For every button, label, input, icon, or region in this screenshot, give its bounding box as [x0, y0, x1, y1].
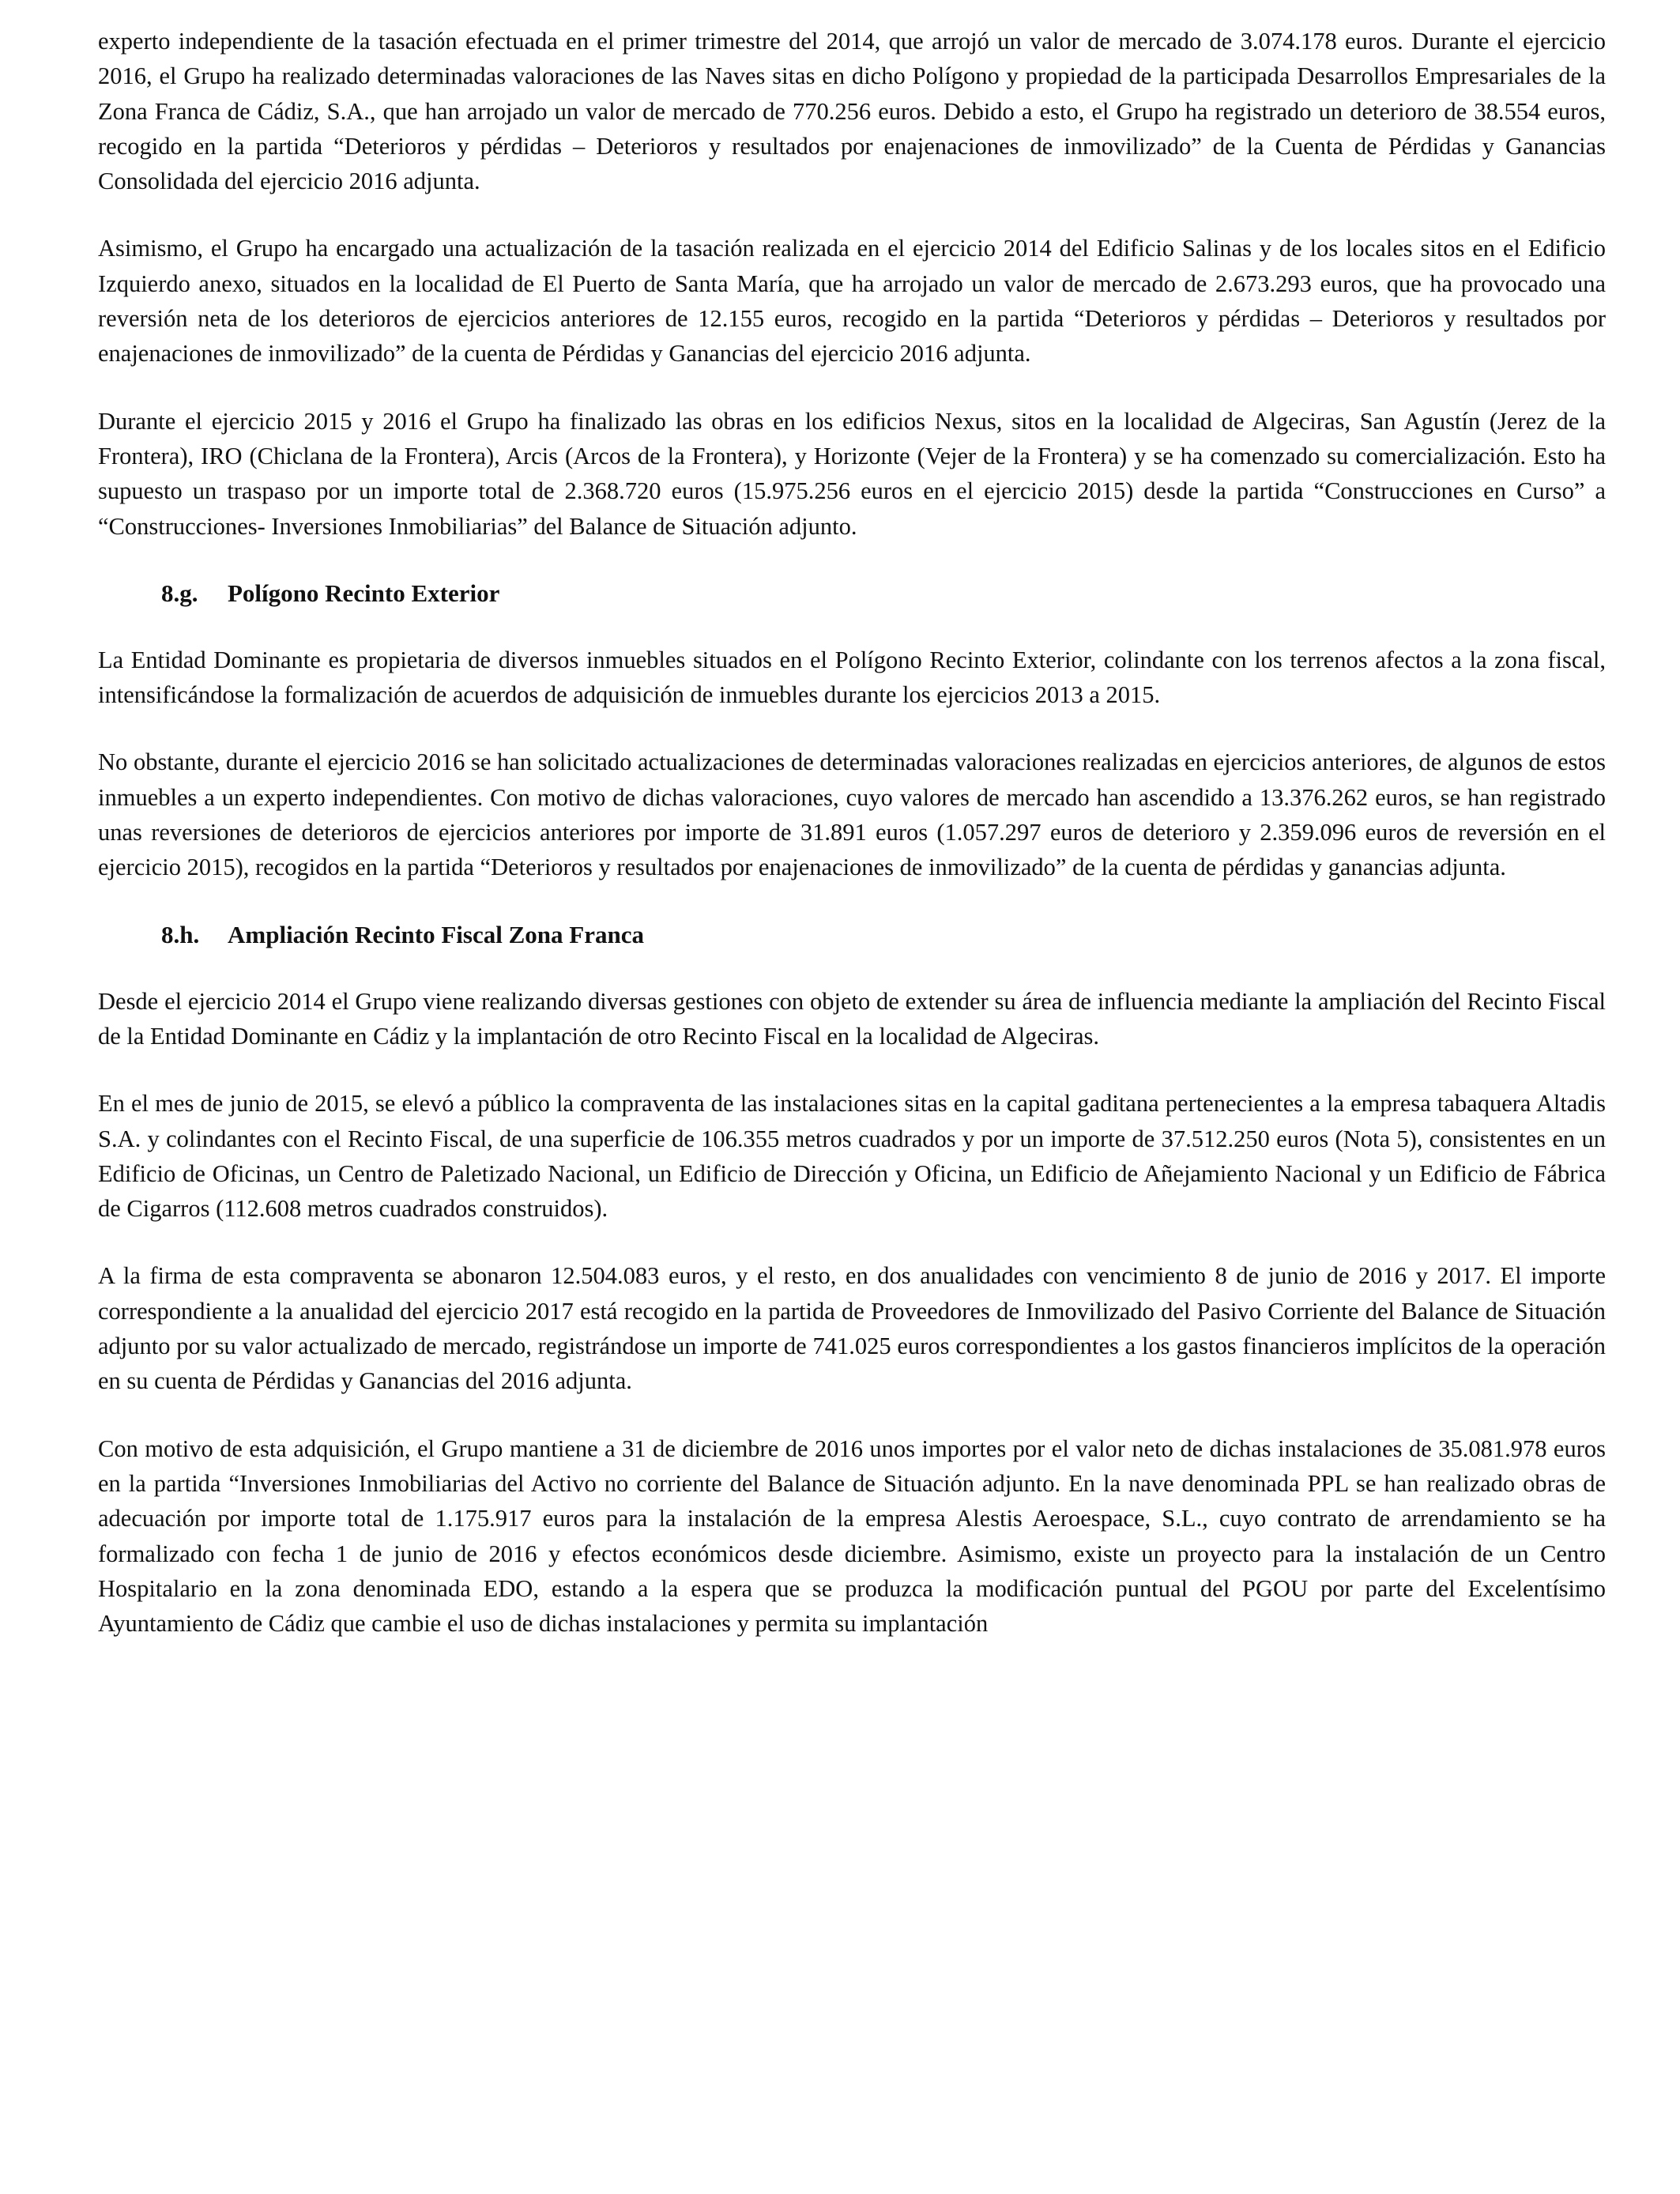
section-title: Ampliación Recinto Fiscal Zona Franca: [228, 920, 644, 948]
section-heading-8g: [161, 576, 1606, 611]
paragraph-valor-neto-instalaciones: Con motivo de esta adquisición, el Grupo mantiene a 31 de diciembre de 2016 unos importes por el valor neto de dichas instalaciones de 35.081.978 euros en la partida “Inversiones Inmobiliarias del Activo no corriente del Balance de Situación adjunto. En la nave denominada PPL se han realizado obras de adecuación por importe total de 1.175.917 euros para la instalación de la empresa Alestis Aeroespace, S.L., cuyo contrato de arrendamiento se ha formalizado con fecha 1 de junio de 2016 y efectos económicos desde diciembre. Asimismo, existe un proyecto para la instalación de un Centro Hospitalario en la zona denominada EDO, estando a la espera que se produzca la modificación puntual del PGOU por parte del Excelentísimo Ayuntamiento de Cádiz que cambie el uso de dichas instalaciones y permita su implantación: [98, 1434, 1606, 1638]
paragraph-ampliacion-gestiones: Desde el ejercicio 2014 el Grupo viene realizando diversas gestiones con objeto de extender su área de influencia mediante la ampliación del Recinto Fiscal de la Entidad Dominante en Cádiz y la implantación de otro Recinto Fiscal en la localidad de Algeciras.: [98, 987, 1606, 1050]
section-title: Polígono Recinto Exterior: [228, 579, 500, 607]
paragraph-valoracion-naves: experto independiente de la tasación efectuada en el primer trimestre del 2014, que arrojó un valor de mercado de 3.074.178 euros. Durante el ejercicio 2016, el Grupo ha realizado determinadas valoraciones de las Naves sitas en dicho Polígono y propiedad de la participada Desarrollos Empresariales de la Zona Franca de Cádiz, S.A., que han arrojado un valor de mercado de 770.256 euros. Debido a esto, el Grupo ha registrado un deterioro de 38.554 euros, recogido en la partida “Deterioros y pérdidas – Deterioros y resultados por enajenaciones de inmovilizado” de la Cuenta de Pérdidas y Ganancias Consolidada del ejercicio 2016 adjunta.: [98, 28, 1606, 195]
paragraph-edificio-salinas: Asimismo, el Grupo ha encargado una actualización de la tasación realizada en el ejercicio 2014 del Edificio Salinas y de los locales sitos en el Edificio Izquierdo anexo, situados en la localidad de El Puerto de Santa María, que ha arrojado un valor de mercado de 2.673.293 euros, que ha provocado una reversión neta de los deterioros de ejercicios anteriores de 12.155 euros, recogido en la partida “Deterioros y pérdidas – Deterioros y resultados por enajenaciones de inmovilizado” de la cuenta de Pérdidas y Ganancias del ejercicio 2016 adjunta.: [98, 235, 1606, 368]
document-page: [98, 24, 1606, 1673]
paragraph-poligono-inmuebles: La Entidad Dominante es propietaria de diversos inmuebles situados en el Polígono Recinto Exterior, colindante con los terrenos afectos a la zona fiscal, intensificándose la formalización de acuerdos de adquisición de inmuebles durante los ejercicios 2013 a 2015.: [98, 646, 1606, 709]
paragraph-pago-anualidades: A la firma de esta compraventa se abonaron 12.504.083 euros, y el resto, en dos anualidades con vencimiento 8 de junio de 2016 y 2017. El importe correspondiente a la anualidad del ejercicio 2017 está recogido en la partida de Proveedores de Inmovilizado del Pasivo Corriente del Balance de Situación adjunto por su valor actualizado de mercado, registrándose un importe de 741.025 euros correspondientes a los gastos financieros implícitos de la operación en su cuenta de Pérdidas y Ganancias del 2016 adjunta.: [98, 1262, 1606, 1395]
section-number: 8.g.: [161, 579, 198, 607]
section-heading-8h: [161, 918, 1606, 952]
paragraph-poligono-valoraciones: No obstante, durante el ejercicio 2016 se han solicitado actualizaciones de determinadas valoraciones realizadas en ejercicios anteriores, de algunos de estos inmuebles a un experto independientes. Con motivo de dichas valoraciones, cuyo valores de mercado han ascendido a 13.376.262 euros, se han registrado unas reversiones de deterioros de ejercicios anteriores por importe de 31.891 euros (1.057.297 euros de deterioro y 2.359.096 euros de reversión en el ejercicio 2015), recogidos en la partida “Deterioros y resultados por enajenaciones de inmovilizado” de la cuenta de pérdidas y ganancias adjunta.: [98, 748, 1606, 881]
paragraph-compraventa-altadis: En el mes de junio de 2015, se elevó a público la compraventa de las instalaciones sitas en la capital gaditana pertenecientes a la empresa tabaquera Altadis S.A. y colindantes con el Recinto Fiscal, de una superficie de 106.355 metros cuadrados y por un importe de 37.512.250 euros (Nota 5), consistentes en un Edificio de Oficinas, un Centro de Paletizado Nacional, un Edificio de Dirección y Oficina, un Edificio de Añejamiento Nacional y un Edificio de Fábrica de Cigarros (112.608 metros cuadrados construidos).: [98, 1090, 1606, 1223]
section-number: 8.h.: [161, 920, 200, 948]
paragraph-edificios-finalizados: Durante el ejercicio 2015 y 2016 el Grupo ha finalizado las obras en los edificios Nexus, sitos en la localidad de Algeciras, San Agustín (Jerez de la Frontera), IRO (Chiclana de la Frontera), Arcis (Arcos de la Frontera), y Horizonte (Vejer de la Frontera) y se ha comenzado su comercialización. Esto ha supuesto un traspaso por un importe total de 2.368.720 euros (15.975.256 euros en el ejercicio 2015) desde la partida “Construcciones en Curso” a “Construcciones- Inversiones Inmobiliarias” del Balance de Situación adjunto.: [98, 407, 1606, 540]
